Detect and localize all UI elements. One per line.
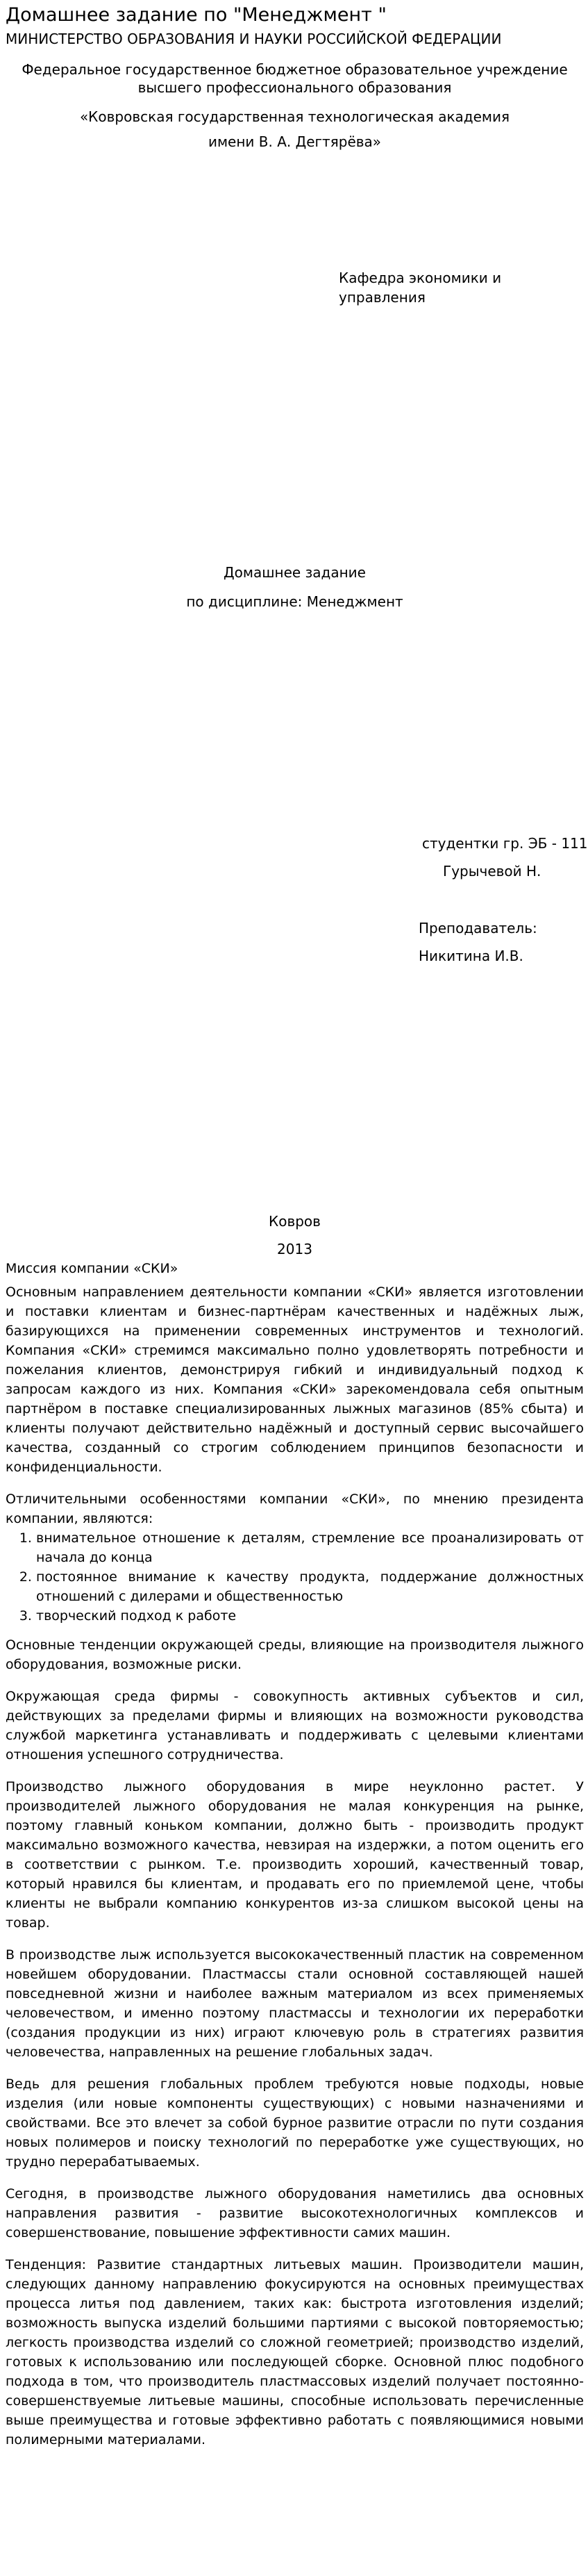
student-group: студентки гр. ЭБ - 111: [422, 835, 588, 852]
teacher-name: Никитина И.В.: [419, 948, 523, 964]
paragraph-environment: Окружающая среда фирмы - совокупность активных субъектов и сил, действующих за пределами фирмы и влияющих на возможности руководства службой маркетинга устанавливать и поддерживать с целевыми клиентами отношения успешного сотрудничества.: [6, 1689, 584, 1762]
assignment-title: Домашнее задание: [224, 564, 366, 581]
list-item: 1. внимательное отношение к деталям, стремление все проанализировать от начала до конца: [36, 1528, 584, 1567]
document-title: Домашнее задание по "Менеджмент ": [6, 4, 387, 26]
institution-line-2: высшего профессионального образования: [137, 79, 452, 96]
list-item: 2. постоянное внимание к качеству продукта, поддержание должностных отношений с дилерами и общественностью: [36, 1567, 584, 1606]
document-body: [6, 1259, 584, 2462]
assignment-discipline: по дисциплине: Менеджмент: [186, 593, 403, 610]
mission-heading: Миссия компании «СКИ»: [6, 1261, 178, 1276]
ministry-line: МИНИСТЕРСТВО ОБРАЗОВАНИЯ И НАУКИ РОССИЙСКОЙ ФЕДЕРАЦИИ: [6, 31, 502, 47]
institution-name: «Ковровская государственная технологическая академия: [79, 108, 510, 125]
department: Кафедра экономики и управления: [339, 270, 502, 306]
year: 2013: [277, 1241, 312, 1257]
city: Ковров: [269, 1213, 321, 1230]
features-list: [6, 1528, 584, 1626]
student-name: Гурычевой Н.: [443, 863, 541, 880]
paragraph-directions: Сегодня, в производстве лыжного оборудования наметились два основных направления развития - развитие высокотехнологичных комплексов и совершенствование, повышение эффективности самих машин.: [6, 2186, 584, 2240]
list-item: 3. творческий подход к работе: [36, 1606, 584, 1626]
teacher-label: Преподаватель:: [419, 920, 537, 936]
paragraph-features: Отличительными особенностями компании «СКИ», по мнению президента компании, являются:: [6, 1492, 584, 1526]
paragraph-trends: Основные тенденции окружающей среды, влияющие на производителя лыжного оборудования, возможные риски.: [6, 1637, 584, 1672]
paragraph-global: Ведь для решения глобальных проблем требуются новые подходы, новые изделия (или новые компоненты существующих) с новыми назначениями и свойствами. Все это влечет за собой бурное развитие отрасли по пути создания новых полимеров и поиску технологий по переработке уже существующих, но трудно перерабатываемых.: [6, 2077, 584, 2170]
institution-name-2: имени В. А. Дегтярёва»: [208, 133, 382, 150]
paragraph-production: Производство лыжного оборудования в мире неуклонно растет. У производителей лыжного оборудования не малая конкуренция на рынке, поэтому главный коньком компании, должно быть - производить продукт максимально возможного качества, невзирая на издержки, а потом оценить его в соответствии с рынком. Т.е. производить хороший, качественный товар, который нравился бы клиентам, и продавать его по приемлемой цене, чтобы клиенты не выбрали компанию конкурентов из-за слишком высокой цены на товар.: [6, 1779, 584, 1931]
paragraph-tendency: Тенденция: Развитие стандартных литьевых машин. Производители машин, следующих данному направлению фокусируются на основных преимуществах процесса литья под давлением, таких как: быстрота изготовления изделий; возможность выпуска изделий большими партиями с высокой повторяемостью; легкость производства изделий со сложной геометрией; производство изделий, готовых к использованию или последующей сборке. Основной плюс подобного подхода в том, что производитель пластмассовых изделий получает постоянно-совершенствуемые литьевые машины, способные использовать перечисленные выше преимущества и готовые эффективно работать с появляющимися новыми полимерными материалами.: [6, 2257, 584, 2447]
paragraph-plastics: В производстве лыж используется высококачественный пластик на современном новейшем оборудовании. Пластмассы стали основной составляющей нашей повседневной жизни и наиболее важным материалом из всех применяемых человечеством, и именно поэтому пластмассы и технологии их переработки (создания продукции из них) играют ключевую роль в стратегиях развития человечества, направленных на решение глобальных задач.: [6, 1947, 584, 2060]
institution-line-1: Федеральное государственное бюджетное образовательное учреждение: [22, 61, 568, 78]
paragraph-mission: Основным направлением деятельности компании «СКИ» является изготовлении и поставки клиентам и бизнес-партнёрам качественных и надёжных лыж, базирующихся на применении современных инструментов и технологий. Компания «СКИ» стремимся максимально полно удовлетворять потребности и пожелания клиентов, демонстрируя гибкий и индивидуальный подход к запросам каждого из них. Компания «СКИ» зарекомендовала себя опытным партнёром в поставке специализированных лыжных магазинов (85% сбыта) и клиенты получают действительно надёжный и доступный сервис высочайшего качества, созданный со строгим соблюдением принципов безопасности и конфиденциальности.: [6, 1285, 584, 1475]
